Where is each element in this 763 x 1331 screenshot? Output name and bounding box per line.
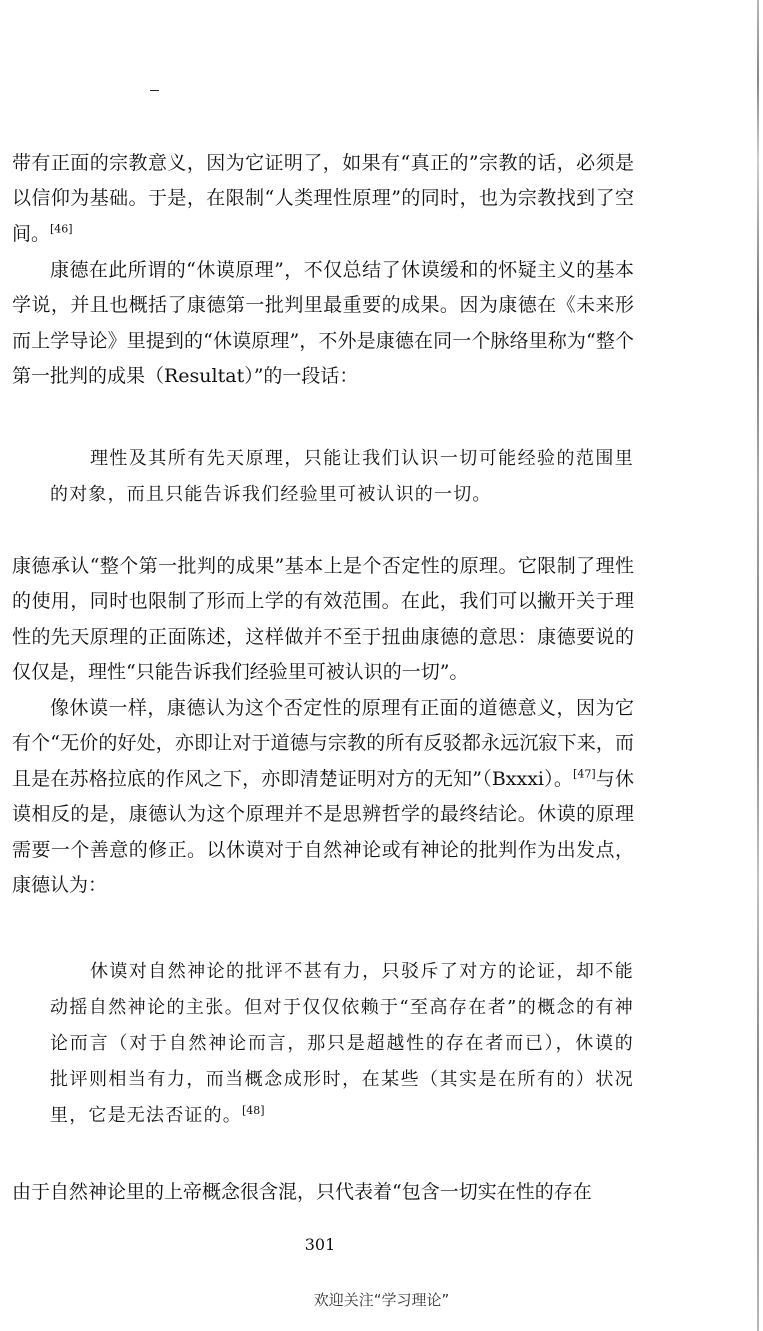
block-quote-deism <box>50 954 634 1134</box>
paragraph-moral-meaning <box>12 691 634 903</box>
paragraph-text: 带有正面的宗教意义，因为它证明了，如果有“真正的”宗教的话，必须是以信仰为基础。于是，在限制“人类理性原理”的同时，也为宗教找到了空间。 <box>12 152 634 245</box>
quote-text: 休谟对自然神论的批评不甚有力，只驳斥了对方的论证，却不能动摇自然神论的主张。但对于仅仅依赖于“至高存在者”的概念的有神论而言（对于自然神论而言，那只是超越性的存在者而已），休谟的批评则相当有力，而当概念成形时，在某些（其实是在所有的）状况里，它是无法否证的。 <box>50 961 634 1126</box>
paragraph-continuation <box>12 146 634 252</box>
scan-edge-line <box>757 0 759 1331</box>
footnote-marker: [47] <box>573 767 596 781</box>
footnote-marker: [46] <box>50 222 73 236</box>
paragraph-text: 与休谟相反的是，康德认为这个原理并不是思辨哲学的最终结论。休谟的原理需要一个善意的修正。以休谟对于自然神论或有神论的批判作为出发点，康德认为： <box>12 767 634 897</box>
page-number: 301 <box>304 1235 336 1254</box>
paragraph-text: 像休谟一样，康德认为这个否定性的原理有正面的道德意义，因为它有个“无价的好处，亦即让对于道德与宗教的所有反驳都永远沉寂下来，而且是在苏格拉底的作风之下，亦即清楚证明对方的无知”（Bxxxi）。 <box>12 697 634 790</box>
paragraph-god-concept: 由于自然神论里的上帝概念很含混，只代表着“包含一切实在性的存在 <box>12 1181 592 1203</box>
paragraph-hume-principle: 康德在此所谓的“休谟原理”，不仅总结了休谟缓和的怀疑主义的基本学说，并且也概括了康德第一批判里最重要的成果。因为康德在《未来形而上学导论》里提到的“休谟原理”，不外是康德在同一个脉络里称为“整个第一批判的成果（Resultat）”的一段话： <box>12 259 634 388</box>
footnote-marker: [48] <box>242 1104 265 1117</box>
watermark-text: 欢迎关注“学习理论” <box>313 1291 450 1309</box>
dash-mark <box>150 90 159 91</box>
paragraph-negative-principle: 康德承认“整个第一批判的成果”基本上是个否定性的原理。它限制了理性的使用，同时也限制了形而上学的有效范围。在此，我们可以撇开关于理性的先天原理的正面陈述，这样做并不至于扭曲康德的意思：康德要说的仅仅是，理性“只能告诉我们经验里可被认识的一切”。 <box>12 555 634 684</box>
block-quote-reason: 理性及其所有先天原理，只能让我们认识一切可能经验的范围里的对象，而且只能告诉我们经验里可被认识的一切。 <box>50 448 634 505</box>
